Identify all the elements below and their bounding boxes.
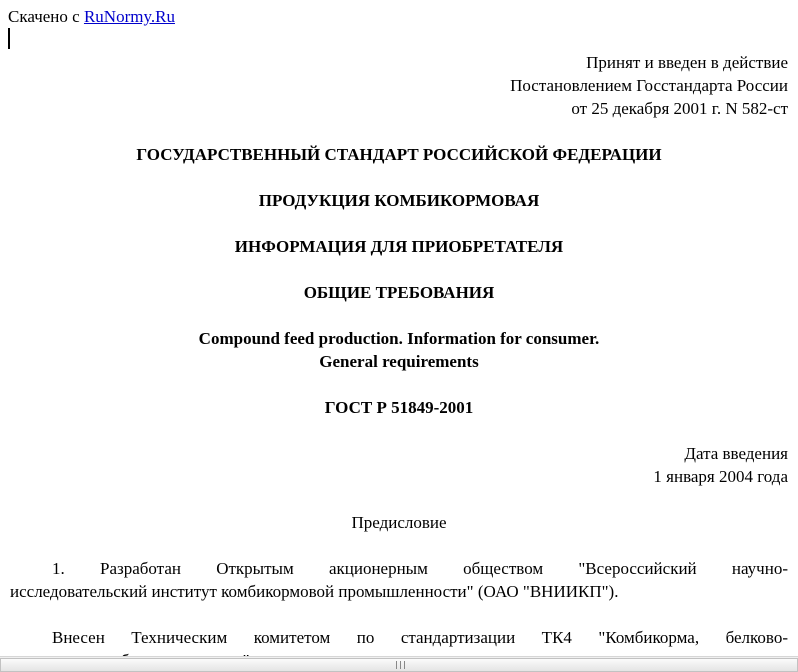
adoption-line-2: Постановлением Госстандарта России bbox=[510, 76, 788, 95]
horizontal-scrollbar[interactable] bbox=[0, 656, 798, 672]
preface-heading: Предисловие bbox=[351, 513, 447, 532]
preface-p1-line-2: исследовательский институт комбикормовой промышленности" (ОАО "ВНИИКП"). bbox=[10, 582, 619, 601]
intro-date-label: Дата введения bbox=[684, 444, 788, 463]
general-requirements-title: ОБЩИЕ ТРЕБОВАНИЯ bbox=[303, 283, 495, 302]
product-title: ПРОДУКЦИЯ КОМБИКОРМОВАЯ bbox=[258, 191, 540, 210]
adoption-line-1: Принят и введен в действие bbox=[586, 53, 788, 72]
grip-icon bbox=[396, 661, 406, 669]
scrollbar-thumb[interactable] bbox=[0, 658, 798, 672]
downloaded-prefix: Скачено с bbox=[8, 7, 80, 26]
info-title: ИНФОРМАЦИЯ ДЛЯ ПРИОБРЕТАТЕЛЯ bbox=[234, 237, 564, 256]
state-standard-title: ГОСУДАРСТВЕННЫЙ СТАНДАРТ РОССИЙСКОЙ ФЕДЕРАЦИИ bbox=[136, 145, 662, 164]
standard-code: ГОСТ Р 51849-2001 bbox=[324, 398, 474, 417]
intro-date-value: 1 января 2004 года bbox=[653, 467, 788, 486]
preface-p2-line-1: Внесен Техническим комитетом по стандартизации ТК4 "Комбикорма, белково- bbox=[52, 628, 788, 647]
adoption-line-3: от 25 декабря 2001 г. N 582-ст bbox=[571, 99, 788, 118]
text-cursor bbox=[8, 28, 10, 49]
downloaded-from-line bbox=[8, 5, 175, 28]
english-title-line-1: Compound feed production. Information for consumer. bbox=[198, 329, 600, 348]
english-title-line-2: General requirements bbox=[319, 352, 479, 371]
preface-p1-line-1: 1. Разработан Открытым акционерным обществом "Всероссийский научно- bbox=[52, 559, 788, 578]
source-link[interactable]: RuNormy.Ru bbox=[83, 7, 175, 26]
